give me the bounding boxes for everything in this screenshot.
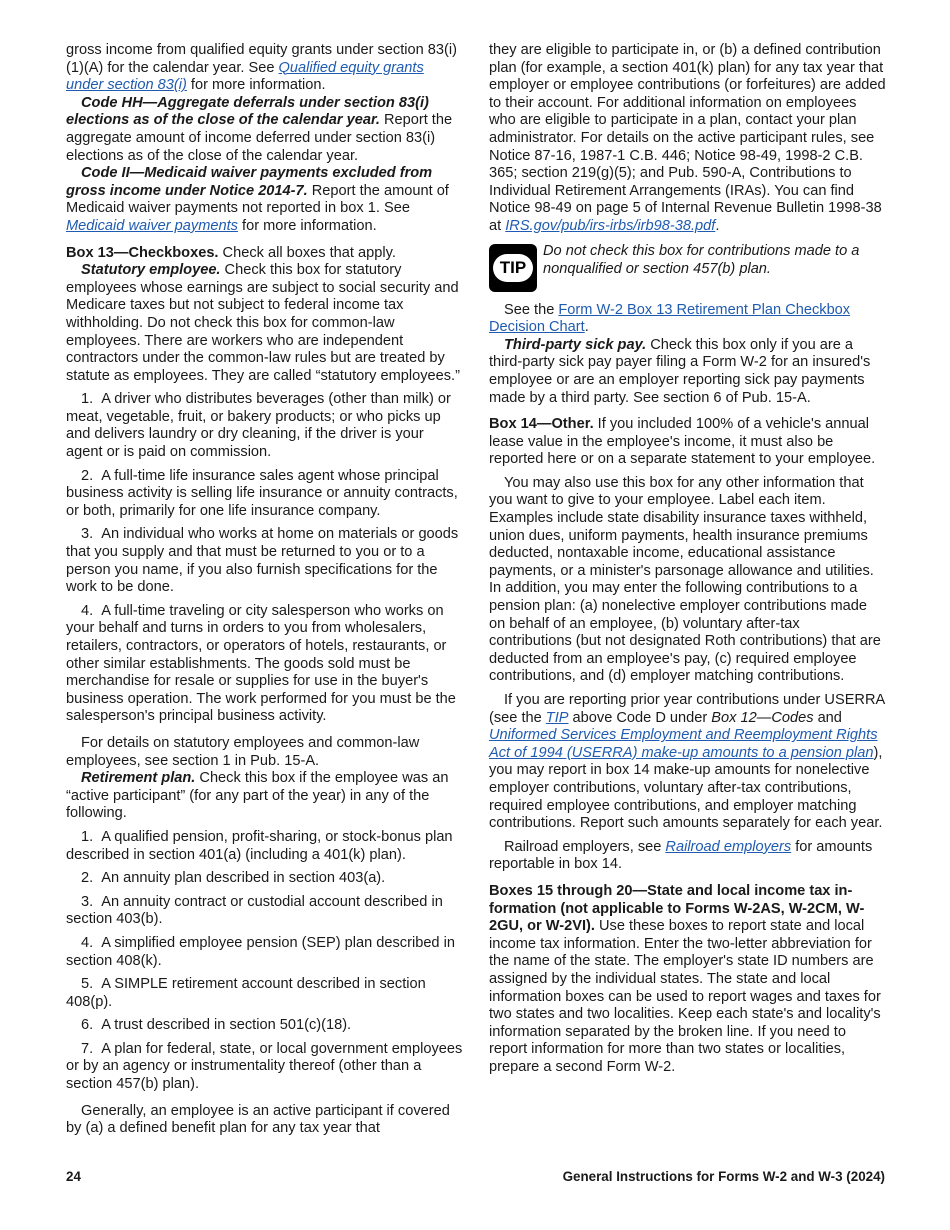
paragraph-see-chart (489, 302, 886, 337)
heading-box13: Box 13—Checkboxes. (66, 244, 219, 261)
paragraph-boxes-15-20 (489, 883, 886, 1077)
link-qualified-equity-grants[interactable]: Qualified equity grants under section 83(i) (66, 59, 424, 94)
text: Report the aggregate amount of income deferred under section 83(i) elections as of the close of the calendar year. (66, 112, 453, 164)
text: See the (504, 301, 559, 318)
text: ), you may report in box 14 make-up amounts for nonelective employer contributions, voluntary after-tax contributions, required employee contributions, and employer matching contributions. Report such amounts separately for each year. (489, 744, 883, 832)
text: Use these boxes to report state and local income tax information. Enter the two-letter abbreviation for the name of the state. The employer's state ID numbers are assigned by the individual states. The state and local information boxes can be used to report wages and taxes for two states and two localities. Keep each state's and locality's information separated by the broken line. If you need to report information for more than two states or localities, prepare a second Form W-2. (489, 918, 881, 1075)
text: Check all boxes that apply. (218, 244, 396, 261)
paragraph-generally: Generally, an employee is an active participant if covered by (a) a defined benefit plan for any tax year that (66, 1102, 450, 1137)
list-item: 1. A qualified pension, profit-sharing, or stock-bonus plan described in section 401(a) (including a 401(k) plan). (66, 828, 453, 863)
left-column (66, 42, 463, 1138)
paragraph-retirement-plan (66, 770, 463, 823)
list-item: 5. A SIMPLE retirement account described in section 408(p). (66, 976, 426, 1010)
heading-third-party-sick-pay: Third-party sick pay. (504, 336, 647, 353)
link-retirement-checkbox-chart[interactable]: Form W-2 Box 13 Retirement Plan Checkbox Decision Chart (489, 301, 851, 336)
paragraph-statutory-employee (66, 262, 463, 385)
text: . (715, 217, 720, 234)
paragraph-box14-other-uses: You may also use this box for any other information that you want to give to your employee. Label each item. Examples include state disability insurance taxes withheld, union dues, uniform payments, health insurance premiums deducted, nontaxable income, educational assistance payments, or a minister's parsonage allowance and utilities. In addition, you may enter the following contributions to a pension plan: (a) nonelective employer contributions made on behalf of an employee, (b) voluntary after-tax contributions (but not designated Roth contributions) that are deducted from an employee's pay, (c) required employee contributions, and (d) employer matching contributions. (489, 474, 881, 685)
paragraph-box14 (489, 416, 886, 469)
list-item: 2. An annuity plan described in section 403(a). (81, 870, 386, 887)
list-item: 6. A trust described in section 501(c)(18). (81, 1017, 352, 1034)
list-item: 3. An individual who works at home on materials or goods that you supply and that must be returned to you or to a person you name, if you also furnish specifications for the work to be done. (66, 526, 459, 596)
text: Check this box if the employee was an “active participant” (for any part of the year) in any of the following. (66, 770, 449, 822)
list-item: 2. A full-time life insurance sales agent whose principal business activity is selling life insurance or annuity contracts, or both, primarily for one life insurance company. (66, 467, 458, 519)
list-item: 4. A full-time traveling or city salesperson who works on your behalf and turns in orders to you from wholesalers, retailers, contractors, or operators of hotels, restaurants, or other similar establishments. The goods sold must be merchandise for resale or supplies for use in the buyer's business operation. The work performed for you must be the salesperson's principal business activity. (66, 602, 456, 725)
paragraph-box13 (66, 245, 463, 263)
text: Railroad employers, see (504, 838, 666, 855)
tip-text: Do not check this box for contributions made to a nonqualified or section 457(b) plan. (543, 242, 860, 277)
list-item: 7. A plan for federal, state, or local government employees or by an agency or instrumentality thereof (other than a section 457(b) plan). (66, 1040, 463, 1093)
paragraph-equity-grants (66, 42, 463, 95)
text: gross income from qualified equity grants under section 83(i)(1)(A) for the calendar year. See (66, 42, 457, 76)
tip-icon (489, 244, 537, 292)
link-medicaid-waiver-payments[interactable]: Medicaid waiver payments (66, 217, 238, 234)
text: for more information. (186, 77, 326, 94)
text: they are eligible to participate in, or (b) a defined contribution plan (for example, a section 401(k) plan) for any tax year that employer or employee contributions (or forfeitures) are added to their account. For additional information on employees who are eligible to participate in a plan, contact your plan administrator. For details on the active participant rules, see Notice 87-16, 1987-1 C.B. 446; Notice 98-49, 1998-2 C.B. 365; section 219(g)(5); and Pub. 590-A, Contributions to Individual Retirement Arrangements (IRAs). You can find Notice 98-49 on page 5 of Internal Revenue Bulletin 1998-38 at (489, 42, 886, 234)
page-footer (66, 1168, 885, 1186)
text: for amounts reportable in box 14. (489, 838, 873, 873)
paragraph-active-participant-cont (489, 42, 886, 236)
list-item: 1. A driver who distributes beverages (other than milk) or meat, vegetable, fruit, or bakery products; or who picks up and delivers laundry or dry cleaning, if the driver is your agent or is paid on commission. (66, 391, 451, 461)
text: If you are reporting prior year contributions under USERRA (see the (489, 692, 885, 726)
text: Report the amount of Medicaid waiver payments not reported in box 1. See (66, 182, 449, 217)
paragraph-statutory-details: For details on statutory employees and common-law employees, see section 1 in Pub. 15-A. (66, 734, 420, 769)
text: If you included 100% of a vehicle's annual lease value in the employee's income, it must also be reported here or on a separate statement to your employee. (489, 416, 876, 468)
paragraph-userra (489, 692, 886, 833)
heading-statutory-employee: Statutory employee. (81, 262, 221, 279)
heading-retirement-plan: Retirement plan. (81, 770, 196, 787)
list-item: 4. A simplified employee pension (SEP) plan described in section 408(k). (66, 934, 455, 969)
page-number: 24 (66, 1169, 81, 1184)
text: Check this box only if you are a third-party sick pay payer filing a Form W-2 for an insured's employee or are an employer reporting sick pay payments made by a third party. See section 6 of Pub. 15-A. (489, 336, 871, 406)
text: and (813, 709, 842, 726)
text: above Code D under (568, 709, 712, 726)
document-title: General Instructions for Forms W-2 and W-3 (2024) (562, 1169, 885, 1184)
paragraph-third-party-sick-pay (489, 337, 886, 407)
right-column (489, 42, 886, 1076)
link-irb98-38[interactable]: IRS.gov/pub/irs-irbs/irb98-38.pdf (505, 217, 716, 234)
paragraph-code-ii (66, 165, 463, 235)
link-tip[interactable]: TIP (545, 709, 569, 726)
text: for more information. (237, 217, 377, 234)
text: Box 12—Codes (711, 709, 814, 726)
heading-code-hh: Code HH—Aggregate deferrals under section 83(i) elections as of the close of the calendar year. (66, 94, 429, 129)
heading-code-ii: Code II—Medicaid waiver payments excluded from gross income under Notice 2014-7. (66, 165, 433, 199)
paragraph-railroad (489, 839, 886, 874)
text: . (584, 319, 589, 336)
list-item: 3. An annuity contract or custodial account described in section 403(b). (66, 893, 443, 928)
paragraph-code-hh (66, 95, 463, 165)
heading-box14: Box 14—Other. (489, 416, 594, 433)
link-railroad-employers[interactable]: Railroad employers (665, 838, 792, 855)
tip-box (489, 244, 886, 292)
tip-label: TIP (493, 254, 533, 282)
link-userra-make-up-amounts[interactable]: Uniformed Services Employment and Reemployment Rights Act of 1994 (USERRA) make-up amounts to a pension plan (489, 727, 878, 761)
text: Check this box for statutory employees whose earnings are subject to social security and Medicare taxes but not subject to federal income tax withholding. Do not check this box for common-law employees. There are workers who are independent contractors under the common-law rules but are treated by statute as employees. They are called “statutory employees.” (66, 262, 460, 384)
heading-boxes-15-20: Boxes 15 through 20—State and local income tax in-formation (not applicable to Forms W-2AS, W-2CM, W-2GU, or W-2VI). (489, 882, 865, 935)
